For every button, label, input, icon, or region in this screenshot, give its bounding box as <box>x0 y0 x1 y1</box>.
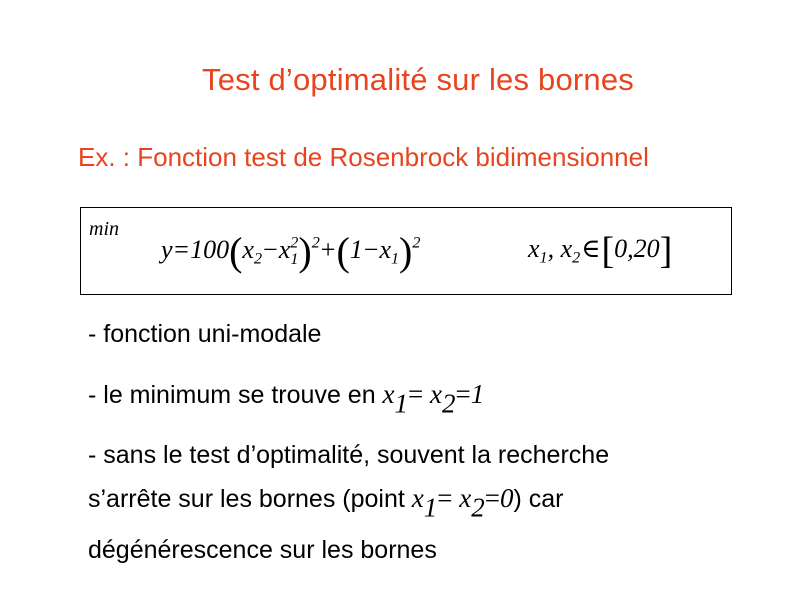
b2-x1: x <box>382 379 395 409</box>
dom-bracket-open: [ <box>601 230 615 272</box>
eq-coef: 100 <box>190 235 230 264</box>
formula-box <box>80 207 732 295</box>
dom-x1-sub: 1 <box>539 249 548 267</box>
eq-one: 1 <box>349 235 363 264</box>
b3-mid: = <box>484 483 500 513</box>
b2-x2: x <box>430 379 442 409</box>
dom-bracket-close: ] <box>659 230 673 272</box>
b3-eq: = <box>437 483 460 513</box>
eq-pow-1: 2 <box>311 234 320 252</box>
bullet-unimodal: - fonction uni-modale <box>88 320 322 348</box>
eq-x2-sub: 2 <box>253 250 263 268</box>
dom-range: 0,20 <box>614 234 660 263</box>
b3-x2-sub: 2 <box>471 492 485 523</box>
bullet-optimality-test <box>88 434 609 572</box>
b2-prefix: - le minimum se trouve en <box>88 381 383 409</box>
eq-paren-close-1: ) <box>298 229 312 274</box>
dom-comma: , <box>547 234 561 263</box>
b2-eq: = <box>408 379 431 409</box>
b3-line2-suffix: ) car <box>513 485 564 513</box>
b3-val: 0 <box>499 483 514 513</box>
b3-line3: dégénérescence sur les bornes <box>88 536 437 565</box>
eq-paren-close-2: ) <box>399 229 413 274</box>
b2-x2-sub: 2 <box>442 388 456 419</box>
eq-paren-open-1: ( <box>229 229 243 274</box>
b2-mid: = <box>455 379 471 409</box>
formula-min-label: min <box>89 218 119 240</box>
eq-paren-open-2: ( <box>336 229 350 274</box>
b2-x1-sub: 1 <box>394 388 409 419</box>
eq-x1b: x <box>379 235 391 264</box>
b3-x1: x <box>411 483 424 513</box>
eq-x1: x <box>278 235 291 264</box>
dom-x1: x <box>528 234 540 263</box>
b3-x2: x <box>459 483 472 513</box>
domain-expression <box>528 232 672 270</box>
eq-x1-sub: 1 <box>290 250 299 268</box>
b2-val: 1 <box>470 379 485 409</box>
slide-title: Test d’optimalité sur les bornes <box>202 62 634 97</box>
dom-x2-sub: 2 <box>572 249 581 267</box>
b3-line2-prefix: s’arrête sur les bornes (point <box>88 485 412 513</box>
eq-x1b-sub: 1 <box>390 250 400 268</box>
eq-pow-2: 2 <box>412 234 421 252</box>
bullet-minimum <box>88 373 484 425</box>
eq-y: y <box>161 235 173 264</box>
slide-subtitle: Ex. : Fonction test de Rosenbrock bidimensionnel <box>78 142 649 172</box>
b3-x1-sub: 1 <box>423 492 438 523</box>
eq-minus-2: − <box>363 235 379 264</box>
dom-in: ∈ <box>581 234 601 263</box>
rosenbrock-equation <box>161 229 421 274</box>
eq-x1-sup: 2 <box>290 234 299 252</box>
b3-line1: - sans le test d’optimalité, souvent la recherche <box>88 441 610 469</box>
eq-plus: + <box>320 235 336 264</box>
eq-x2: x <box>242 235 254 264</box>
b3-line2 <box>88 477 609 529</box>
dom-x2: x <box>560 234 573 263</box>
eq-equals: = <box>172 235 191 264</box>
eq-minus-1: − <box>263 235 278 264</box>
